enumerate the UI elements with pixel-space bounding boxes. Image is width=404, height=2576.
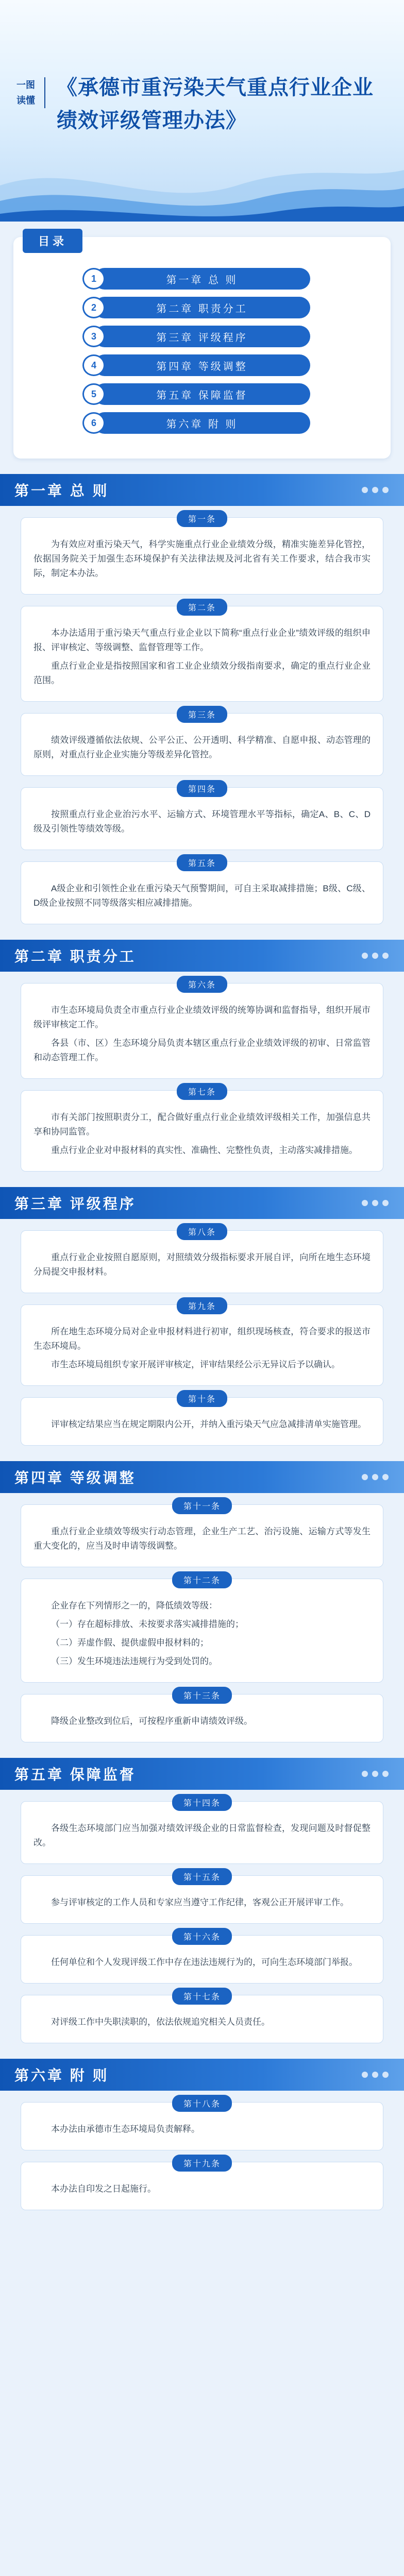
- chapter-section-2: [0, 940, 404, 1172]
- article-label: 第十五条: [172, 1868, 232, 1885]
- footer-space: [0, 2210, 404, 2231]
- article-label: 第十九条: [172, 2155, 232, 2172]
- article-paragraph: 企业存在下列情形之一的，降低绩效等级：: [51, 1601, 217, 1611]
- article-card: [21, 1875, 383, 1924]
- badge-line1: 一图: [16, 80, 35, 90]
- chapter-header: [0, 940, 404, 972]
- toc-item-1[interactable]: [91, 268, 310, 290]
- decor-dots-icon: [358, 952, 389, 961]
- article-card: [21, 1935, 383, 1984]
- chapter-title: 第一章 总 则: [14, 483, 109, 499]
- page-title: 《承德市重污染天气重点行业企业绩效评级管理办法》: [57, 76, 374, 132]
- chapter-header: [0, 2059, 404, 2091]
- article-label: 第十条: [177, 1390, 227, 1407]
- decor-dots-icon: [358, 1473, 389, 1483]
- chapter-header: [0, 1461, 404, 1493]
- decor-dots-icon: [358, 486, 389, 496]
- article-label: 第一条: [177, 510, 227, 527]
- toc-item-2[interactable]: [91, 297, 310, 318]
- article-paragraph: 所在地生态环境分局对企业申报材料进行初审，组织现场核查，符合要求的报送市生态环境局。: [33, 1327, 371, 1351]
- chapter-section-6: [0, 2059, 404, 2210]
- badge-line2: 读懂: [16, 95, 35, 106]
- article-paragraph: 本办法由承德市生态环境局负责解释。: [51, 2124, 200, 2134]
- toc-item-number: 6: [82, 412, 105, 434]
- article-label: 第十八条: [172, 2095, 232, 2112]
- article-paragraph: 各级生态环境部门应当加强对绩效评级企业的日常监督检查，发现问题及时督促整改。: [33, 1823, 371, 1848]
- toc-item-4[interactable]: [91, 354, 310, 376]
- chapter-title: 第六章 附 则: [14, 2067, 109, 2083]
- header-banner: [0, 0, 404, 222]
- article-paragraph: 降级企业整改到位后，可按程序重新申请绩效评级。: [51, 1716, 252, 1726]
- article-card: [21, 1090, 383, 1172]
- article-paragraph: 市生态环境局组织专家开展评审核定，评审结果经公示无异议后予以确认。: [51, 1360, 340, 1369]
- toc-item-3[interactable]: [91, 326, 310, 347]
- article-card: [21, 787, 383, 850]
- toc-list: [13, 268, 391, 434]
- article-label: 第十二条: [172, 1571, 232, 1588]
- article-paragraph: 评审核定结果应当在规定期限内公开，并纳入重污染天气应急减排清单实施管理。: [51, 1419, 366, 1429]
- article-paragraph: （一）存在超标排放、未按要求落实减排措施的；: [51, 1619, 244, 1629]
- article-card: [21, 1694, 383, 1742]
- toc-item-label: 第二章 职责分工: [156, 303, 248, 315]
- article-label: 第十四条: [172, 1794, 232, 1811]
- chapter-title: 第二章 职责分工: [14, 948, 136, 964]
- article-label: 第十一条: [172, 1497, 232, 1514]
- article-label: 第三条: [177, 706, 227, 723]
- article-label: 第五条: [177, 854, 227, 871]
- decor-dots-icon: [358, 1770, 389, 1780]
- chapter-title: 第四章 等级调整: [14, 1470, 136, 1486]
- chapter-title: 第三章 评级程序: [14, 1196, 136, 1212]
- article-paragraph: 重点行业企业是指按照国家和省工业企业绩效分级指南要求，确定的重点行业企业范围。: [33, 661, 371, 685]
- article-paragraph: A级企业和引领性企业在重污染天气预警期间，可自主采取减排措施；B级、C级、D级企业按照不同等级落实相应减排措施。: [33, 884, 371, 908]
- article-paragraph: 市生态环境局负责全市重点行业企业绩效评级的统筹协调和监督指导，组织开展市级评审核定工作。: [33, 1005, 371, 1029]
- toc-item-number: 4: [82, 354, 105, 376]
- article-card: [21, 713, 383, 776]
- article-paragraph: 对评级工作中失职渎职的，依法依规追究相关人员责任。: [51, 2017, 270, 2027]
- chapter-section-4: [0, 1461, 404, 1742]
- article-paragraph: 绩效评级遵循依法依规、公平公正、公开透明、科学精准、自愿申报、动态管理的原则，对重点行业企业实施分等级差异化管控。: [33, 735, 371, 759]
- article-card: [21, 2162, 383, 2210]
- article-card: [21, 1801, 383, 1864]
- article-paragraph: 市有关部门按照职责分工，配合做好重点行业企业绩效评级相关工作，加强信息共享和协同监管。: [33, 1112, 371, 1137]
- article-card: [21, 606, 383, 702]
- article-card: [21, 1230, 383, 1293]
- article-paragraph: 本办法适用于重污染天气重点行业企业以下简称“重点行业企业”绩效评级的组织申报、评审核定、等级调整、监督管理等工作。: [33, 628, 371, 652]
- article-paragraph: （二）弄虚作假、提供虚假申报材料的；: [51, 1638, 209, 1648]
- article-card: [21, 1304, 383, 1386]
- article-card: [21, 2102, 383, 2150]
- article-paragraph: 重点行业企业对申报材料的真实性、准确性、完整性负责，主动落实减排措施。: [51, 1145, 358, 1155]
- chapter-title: 第五章 保障监督: [14, 1767, 136, 1783]
- chapter-header: [0, 1187, 404, 1219]
- chapter-section-5: [0, 1758, 404, 2043]
- toc-item-number: 5: [82, 383, 105, 405]
- toc-item-label: 第一章 总 则: [166, 274, 238, 286]
- decor-dots-icon: [358, 2071, 389, 2080]
- article-card: [21, 1397, 383, 1446]
- article-label: 第四条: [177, 780, 227, 797]
- article-card: [21, 1504, 383, 1567]
- header-badge: [12, 77, 45, 108]
- article-paragraph: 按照重点行业企业治污水平、运输方式、环境管理水平等指标，确定A、B、C、D级及引领性等绩效等级。: [33, 809, 371, 834]
- toc-item-number: 2: [82, 297, 105, 318]
- article-paragraph: 为有效应对重污染天气，科学实施重点行业企业绩效分级，精准实施差异化管控，依据国务院关于加强生态环境保护有关法律法规及河北省有关工作要求，结合我市实际，制定本办法。: [33, 539, 371, 578]
- chapter-header: [0, 1758, 404, 1790]
- article-paragraph: 任何单位和个人发现评级工作中存在违法违规行为的，可向生态环境部门举报。: [51, 1957, 358, 1967]
- toc-item-5[interactable]: [91, 383, 310, 405]
- toc-item-label: 第五章 保障监督: [156, 389, 248, 401]
- toc-item-6[interactable]: [91, 412, 310, 434]
- chapter-section-1: [0, 474, 404, 924]
- article-paragraph: （三）发生环境违法违规行为受到处罚的。: [51, 1656, 217, 1666]
- decor-dots-icon: [358, 1199, 389, 1209]
- chapter-section-3: [0, 1187, 404, 1446]
- toc-item-number: 3: [82, 326, 105, 347]
- article-label: 第八条: [177, 1223, 227, 1240]
- article-card: [21, 1995, 383, 2043]
- table-of-contents: [13, 237, 391, 459]
- toc-item-label: 第三章 评级程序: [156, 332, 248, 344]
- article-paragraph: 重点行业企业按照自愿原则，对照绩效分级指标要求开展自评，向所在地生态环境分局提交申报材料。: [33, 1252, 371, 1277]
- article-label: 第十三条: [172, 1687, 232, 1704]
- article-label: 第二条: [177, 599, 227, 616]
- chapter-header: [0, 474, 404, 506]
- article-card: [21, 517, 383, 595]
- article-label: 第十六条: [172, 1928, 232, 1945]
- article-paragraph: 重点行业企业绩效等级实行动态管理，企业生产工艺、治污设施、运输方式等发生重大变化的，应当及时申请等级调整。: [33, 1527, 371, 1551]
- article-label: 第九条: [177, 1297, 227, 1314]
- article-card: [21, 983, 383, 1079]
- article-paragraph: 本办法自印发之日起施行。: [51, 2184, 156, 2194]
- article-paragraph: 各县（市、区）生态环境分局负责本辖区重点行业企业绩效评级的初审、日常监管和动态管理工作。: [33, 1038, 371, 1062]
- toc-item-number: 1: [82, 268, 105, 290]
- chapters-container: [0, 474, 404, 2210]
- article-paragraph: 参与评审核定的工作人员和专家应当遵守工作纪律，客观公正开展评审工作。: [51, 1897, 349, 1907]
- article-label: 第七条: [177, 1083, 227, 1100]
- toc-label: 目录: [23, 229, 82, 253]
- toc-item-label: 第六章 附 则: [166, 418, 238, 430]
- article-label: 第十七条: [172, 1988, 232, 2005]
- article-label: 第六条: [177, 976, 227, 993]
- toc-item-label: 第四章 等级调整: [156, 361, 248, 372]
- header-wave-graphic: [0, 139, 404, 222]
- article-card: [21, 861, 383, 924]
- article-card: [21, 1579, 383, 1683]
